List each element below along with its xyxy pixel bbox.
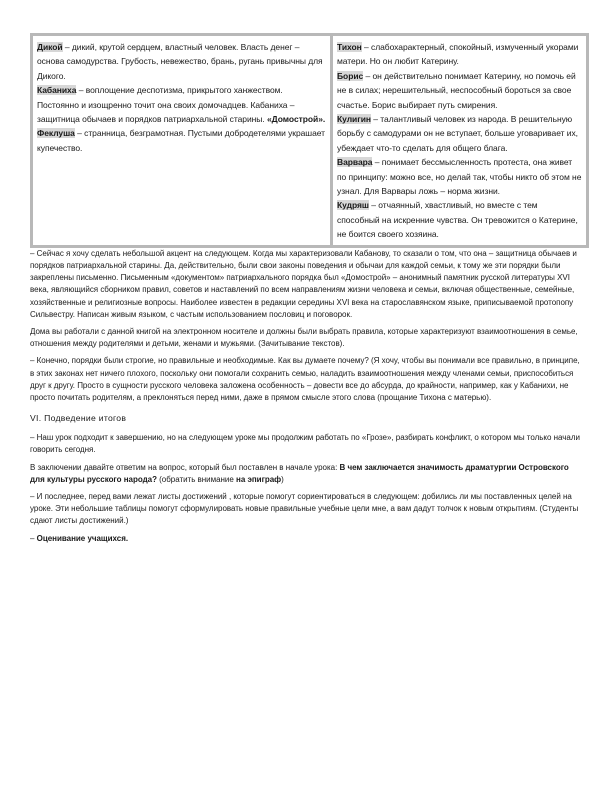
paragraph-conclusion: – Наш урок подходит к завершению, но на следующем уроке мы продолжим работать по «Грозе», разбирать конфликт, о котором мы только начали говорить сегодня. bbox=[30, 433, 580, 455]
character-name: Варвара bbox=[337, 157, 373, 168]
character-name: Кудряш bbox=[337, 200, 369, 211]
question-note-close: ) bbox=[281, 474, 284, 484]
character-description: – талантливый человек из народа. В решительную борьбу с самодурами он не вступает, больше уговаривает их, убеждает что-то сделать для общего блага. bbox=[337, 114, 578, 153]
character-description: – отчаянный, хвастливый, но вместе с тем способный на искренние чувства. Он тревожится о Катерине, не боится своего хозяина. bbox=[337, 200, 578, 240]
paragraph-achievements: – И последнее, перед вами лежат листы достижений , которые помогут сориентироваться в следующем: добились ли мы поставленных целей на уроке. Эти небольшие таблицы помогут сформулировать новые правильные учебные цели мне, а вам дадут толчок к новым открытиям. (Студенты сдают листы достижений.) bbox=[30, 491, 579, 526]
character-entry-feklusha bbox=[37, 126, 326, 155]
document-page bbox=[30, 33, 582, 545]
table-row bbox=[32, 35, 588, 247]
character-description-bold: «Домострой». bbox=[266, 114, 326, 125]
character-entry-tikhon bbox=[337, 40, 582, 69]
character-description: – дикий, крутой сердцем, властный человек. Власть денег – основа самодурства. Грубость, невежество, брань, ругань привычны для Дикого. bbox=[37, 42, 323, 81]
assessment-text: Оценивание учащихся. bbox=[36, 533, 129, 543]
assessment-dash: – bbox=[30, 533, 37, 543]
paragraph-assessment bbox=[30, 533, 582, 545]
character-description: – странница, безграмотная. Пустыми добродетелями украшает купечество. bbox=[37, 128, 325, 153]
character-name: Дикой bbox=[37, 42, 63, 52]
paragraph-homework: Дома вы работали с данной книгой на электронном носителе и должны были выбрать правила, которые характеризуют взаимоотношения в семье, отношения между родителями и детьми, женами и мужьями. (Зачитывание текстов). bbox=[30, 326, 578, 349]
character-description: – воплощение деспотизма, прикрытого ханжеством. Постоянно и изощренно точит она своих домочадцев. Кабаниха – защитница обычаев и порядков патриархальной старины. bbox=[37, 85, 295, 125]
question-text: В чем заключается значимость драматургии Островского для культуры русского народа? bbox=[30, 462, 569, 484]
character-name: Тихон bbox=[337, 42, 362, 52]
paragraph-domostroy: – Сейчас я хочу сделать небольшой акцент на следующем. Когда мы характеризовали Кабанову, то сказали о том, что она – защитница обычаев и порядков патриархальной старины. Да, действительно, были свои законы поведения и обычаи для каждой семьи, к тому же эти порядки были закреплены письменно. Письменным «документом» патриархального порядка был «Домострой» – анонимный памятник русской литературы XVI века, являющийся сборником правил, советов и наставлений по всем направлениям жизни человека и семьи, включая общественные, семейные, хозяйственные и религиозные вопросы. Наиболее известен в редакции середины XVI века на старославянском языке, приписываемой протопопу Сильвестру. Написан живым языком, с частым использованием пословиц и поговорок. bbox=[30, 248, 577, 319]
character-entry-boris bbox=[337, 69, 582, 112]
character-entry-varvara bbox=[337, 155, 582, 198]
character-name: Борис bbox=[337, 70, 364, 81]
epigraph-note: на эпиграф bbox=[236, 474, 282, 484]
character-description: – он действительно понимает Катерину, но помочь ей не в силах; нерешительный, неспособный бороться за свое счастье. Борис выбирает путь смирения. bbox=[337, 70, 576, 110]
character-name: Кабаниха bbox=[37, 85, 77, 96]
character-entry-kuligin bbox=[337, 112, 582, 155]
character-name: Кулигин bbox=[337, 114, 371, 125]
character-entry-kabanikha bbox=[37, 83, 326, 126]
character-entry-dikoy bbox=[37, 40, 326, 83]
paragraph-rules: – Конечно, порядки были строгие, но правильные и необходимые. Как вы думаете почему? (Я хочу, чтобы вы понимали все правильно, в принципе, в этих законах нет ничего плохого, поскольку они помогали сохранить семью, наладить взаимоотношения между членами семьи, приспособиться друг к другу. Просто в сущности русского человека заложена особенность – довести все до абсурда, до крайности, например, как у Кабанихи, не просто почитать родителям, а преклоняться перед ними, даже в прямом смысле этого слова (прощание Тихона с матерью). bbox=[30, 356, 580, 402]
table-cell-right bbox=[332, 35, 588, 247]
character-description: – слабохарактерный, спокойный, измученный укорами матери. Но он любит Катерину. bbox=[337, 42, 579, 67]
character-name: Феклуша bbox=[37, 128, 75, 139]
characters-table bbox=[30, 33, 589, 248]
table-cell-left bbox=[32, 35, 332, 247]
question-intro: В заключении давайте ответим на вопрос, который был поставлен в начале урока: bbox=[30, 462, 340, 472]
paragraph-question bbox=[30, 462, 582, 486]
section-heading: VI. Подведение итогов bbox=[30, 413, 127, 424]
character-description: – понимает бессмысленность протеста, она живет по принципу: можно все, но делай так, чтобы никто об этом не узнал. Для Варвары ложь – норма жизни. bbox=[337, 157, 582, 197]
question-note: (обратить внимание bbox=[156, 474, 237, 484]
character-entry-kudryash bbox=[337, 198, 582, 241]
